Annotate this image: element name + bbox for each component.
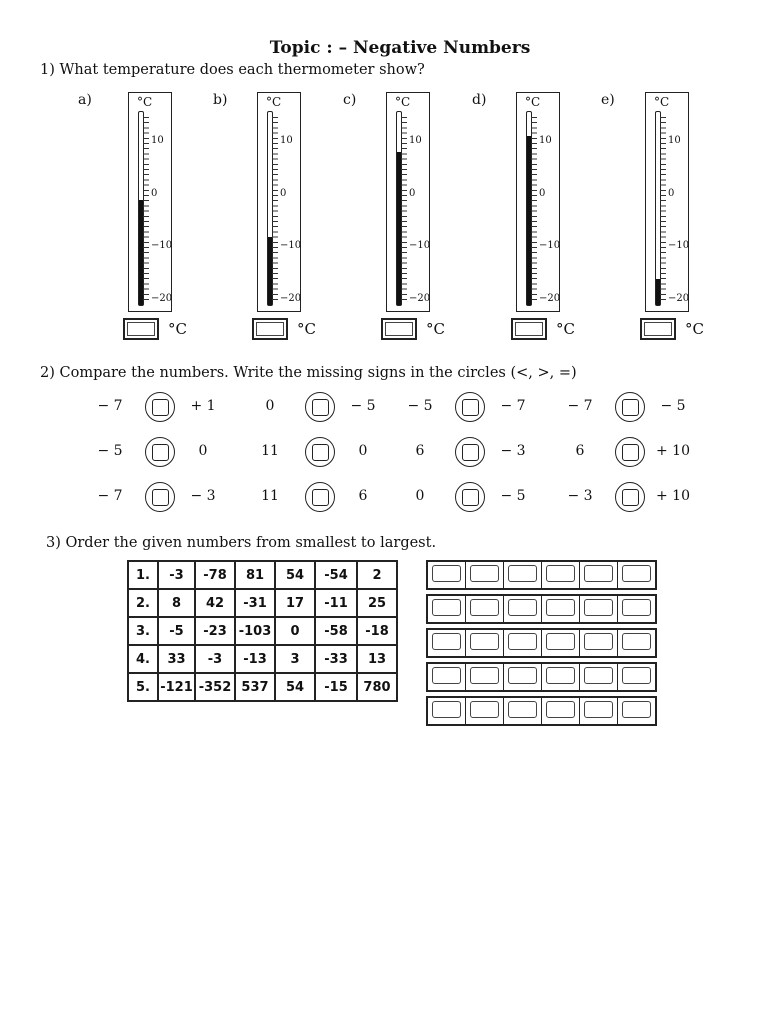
row-number: 4. xyxy=(128,645,158,673)
scale-ticks xyxy=(272,117,278,300)
answer-cell[interactable] xyxy=(542,596,580,622)
answer-box[interactable] xyxy=(123,318,159,340)
compare-right: − 5 xyxy=(500,488,526,504)
answer-cell[interactable] xyxy=(466,596,504,622)
scale-label: −20 xyxy=(539,293,561,304)
scale-ticks xyxy=(401,117,407,300)
sign-circle[interactable] xyxy=(145,482,175,512)
scale-label: 0 xyxy=(668,187,675,199)
answer-box[interactable] xyxy=(511,318,547,340)
compare-right: − 5 xyxy=(660,398,686,414)
scale-label: −20 xyxy=(280,293,302,304)
scale-ticks xyxy=(660,117,666,300)
compare-left: − 7 xyxy=(567,398,593,414)
number-cell: 780 xyxy=(357,673,397,701)
sign-circle[interactable] xyxy=(305,392,335,422)
answer-unit: °C xyxy=(168,320,187,338)
compare-left: − 3 xyxy=(567,488,593,504)
number-cell: -3 xyxy=(158,561,195,589)
answer-row xyxy=(426,696,657,726)
compare-right: − 3 xyxy=(190,488,216,504)
number-cell: -5 xyxy=(158,617,195,645)
sign-circle[interactable] xyxy=(455,437,485,467)
thermometer-letter: b) xyxy=(213,92,228,108)
scale-label: 0 xyxy=(280,187,287,199)
answer-cell[interactable] xyxy=(618,664,655,690)
answer-grid xyxy=(426,560,657,730)
number-cell: -121 xyxy=(158,673,195,701)
table-row xyxy=(128,673,397,701)
answer-cell[interactable] xyxy=(466,630,504,656)
number-cell: 81 xyxy=(235,561,275,589)
sign-circle[interactable] xyxy=(145,437,175,467)
row-number: 5. xyxy=(128,673,158,701)
compare-right: − 3 xyxy=(500,443,526,459)
answer-unit: °C xyxy=(426,320,445,338)
answer-cell[interactable] xyxy=(504,664,542,690)
number-cell: -11 xyxy=(315,589,357,617)
number-cell: -58 xyxy=(315,617,357,645)
scale-label: −20 xyxy=(668,293,690,304)
compare-left: 11 xyxy=(261,488,279,504)
compare-right: + 1 xyxy=(190,398,216,414)
question-3: 3) Order the given numbers from smallest to largest. xyxy=(46,535,437,551)
compare-right: 0 xyxy=(358,443,368,459)
unit-label: °C xyxy=(654,95,670,109)
compare-left: 0 xyxy=(265,398,275,414)
number-cell: -54 xyxy=(315,561,357,589)
compare-left: 6 xyxy=(415,443,425,459)
answer-cell[interactable] xyxy=(466,664,504,690)
number-cell: 33 xyxy=(158,645,195,673)
answer-unit: °C xyxy=(297,320,316,338)
compare-left: − 5 xyxy=(407,398,433,414)
number-cell: 54 xyxy=(275,561,315,589)
scale-label: 0 xyxy=(151,187,158,199)
compare-left: − 7 xyxy=(97,398,123,414)
number-cell: 3 xyxy=(275,645,315,673)
answer-cell[interactable] xyxy=(542,698,580,724)
thermometer-letter: a) xyxy=(78,92,92,108)
scale-label: −10 xyxy=(668,240,690,252)
answer-cell[interactable] xyxy=(504,596,542,622)
answer-cell[interactable] xyxy=(504,562,542,588)
answer-cell[interactable] xyxy=(428,698,466,724)
answer-cell[interactable] xyxy=(428,630,466,656)
thermometer xyxy=(128,92,172,312)
row-number: 2. xyxy=(128,589,158,617)
sign-circle[interactable] xyxy=(615,482,645,512)
answer-cell[interactable] xyxy=(618,562,655,588)
thermometer xyxy=(516,92,560,312)
compare-right: + 10 xyxy=(656,488,690,504)
question-1: 1) What temperature does each thermometer show? xyxy=(40,62,425,78)
compare-right: 0 xyxy=(198,443,208,459)
table-row xyxy=(128,645,397,673)
answer-row xyxy=(426,662,657,692)
scale-label: −20 xyxy=(409,293,431,304)
number-cell: 8 xyxy=(158,589,195,617)
answer-cell[interactable] xyxy=(428,664,466,690)
answer-cell[interactable] xyxy=(580,562,618,588)
number-cell: -78 xyxy=(195,561,235,589)
answer-row xyxy=(426,628,657,658)
answer-row xyxy=(426,560,657,590)
thermometer xyxy=(257,92,301,312)
unit-label: °C xyxy=(137,95,153,109)
scale-label: 0 xyxy=(409,187,416,199)
compare-right: − 7 xyxy=(500,398,526,414)
scale-label: 10 xyxy=(280,135,293,146)
number-cell: 2 xyxy=(357,561,397,589)
question-2: 2) Compare the numbers. Write the missing signs in the circles (<, >, =) xyxy=(40,365,577,381)
scale-label: −10 xyxy=(151,240,173,252)
scale-label: 10 xyxy=(668,135,681,146)
answer-cell[interactable] xyxy=(428,596,466,622)
table-row xyxy=(128,561,397,589)
scale-ticks xyxy=(143,117,149,300)
answer-cell[interactable] xyxy=(542,562,580,588)
number-cell: 0 xyxy=(275,617,315,645)
answer-cell[interactable] xyxy=(542,630,580,656)
sign-circle[interactable] xyxy=(145,392,175,422)
compare-left: 0 xyxy=(415,488,425,504)
compare-right: 6 xyxy=(358,488,368,504)
table-row xyxy=(128,589,397,617)
answer-cell[interactable] xyxy=(618,698,655,724)
scale-label: −10 xyxy=(409,240,431,252)
answer-cell[interactable] xyxy=(580,630,618,656)
number-cell: -33 xyxy=(315,645,357,673)
answer-unit: °C xyxy=(556,320,575,338)
thermometer-letter: e) xyxy=(601,92,615,108)
number-cell: 54 xyxy=(275,673,315,701)
answer-cell[interactable] xyxy=(466,562,504,588)
number-cell: 537 xyxy=(235,673,275,701)
sign-circle[interactable] xyxy=(615,392,645,422)
number-cell: -352 xyxy=(195,673,235,701)
answer-cell[interactable] xyxy=(466,698,504,724)
answer-cell[interactable] xyxy=(618,596,655,622)
thermometer-letter: c) xyxy=(343,92,357,108)
scale-label: 10 xyxy=(151,135,164,146)
compare-right: + 10 xyxy=(656,443,690,459)
answer-cell[interactable] xyxy=(580,664,618,690)
answer-unit: °C xyxy=(685,320,704,338)
scale-label: 10 xyxy=(539,135,552,146)
thermometer xyxy=(386,92,430,312)
row-number: 3. xyxy=(128,617,158,645)
row-number: 1. xyxy=(128,561,158,589)
compare-left: − 5 xyxy=(97,443,123,459)
answer-cell[interactable] xyxy=(504,630,542,656)
compare-left: 6 xyxy=(575,443,585,459)
sign-circle[interactable] xyxy=(455,392,485,422)
answer-box[interactable] xyxy=(252,318,288,340)
number-cell: -3 xyxy=(195,645,235,673)
number-cell: 13 xyxy=(357,645,397,673)
sign-circle[interactable] xyxy=(615,437,645,467)
compare-left: − 7 xyxy=(97,488,123,504)
page-title: Topic : – Negative Numbers xyxy=(269,38,531,58)
numbers-table xyxy=(127,560,398,702)
scale-label: −10 xyxy=(539,240,561,252)
number-cell: -13 xyxy=(235,645,275,673)
number-cell: -23 xyxy=(195,617,235,645)
answer-row xyxy=(426,594,657,624)
number-cell: -103 xyxy=(235,617,275,645)
answer-cell[interactable] xyxy=(504,698,542,724)
answer-box[interactable] xyxy=(381,318,417,340)
answer-cell[interactable] xyxy=(542,664,580,690)
answer-cell[interactable] xyxy=(580,698,618,724)
number-cell: 42 xyxy=(195,589,235,617)
unit-label: °C xyxy=(266,95,282,109)
answer-cell[interactable] xyxy=(428,562,466,588)
unit-label: °C xyxy=(525,95,541,109)
compare-right: − 5 xyxy=(350,398,376,414)
thermometer xyxy=(645,92,689,312)
sign-circle[interactable] xyxy=(305,437,335,467)
number-cell: -15 xyxy=(315,673,357,701)
number-cell: 25 xyxy=(357,589,397,617)
sign-circle[interactable] xyxy=(305,482,335,512)
number-cell: 17 xyxy=(275,589,315,617)
number-cell: -31 xyxy=(235,589,275,617)
compare-left: 11 xyxy=(261,443,279,459)
scale-ticks xyxy=(531,117,537,300)
scale-label: 0 xyxy=(539,187,546,199)
answer-cell[interactable] xyxy=(580,596,618,622)
table-row xyxy=(128,617,397,645)
scale-label: 10 xyxy=(409,135,422,146)
answer-cell[interactable] xyxy=(618,630,655,656)
unit-label: °C xyxy=(395,95,411,109)
answer-box[interactable] xyxy=(640,318,676,340)
thermometer-letter: d) xyxy=(472,92,487,108)
scale-label: −20 xyxy=(151,293,173,304)
sign-circle[interactable] xyxy=(455,482,485,512)
number-cell: -18 xyxy=(357,617,397,645)
scale-label: −10 xyxy=(280,240,302,252)
